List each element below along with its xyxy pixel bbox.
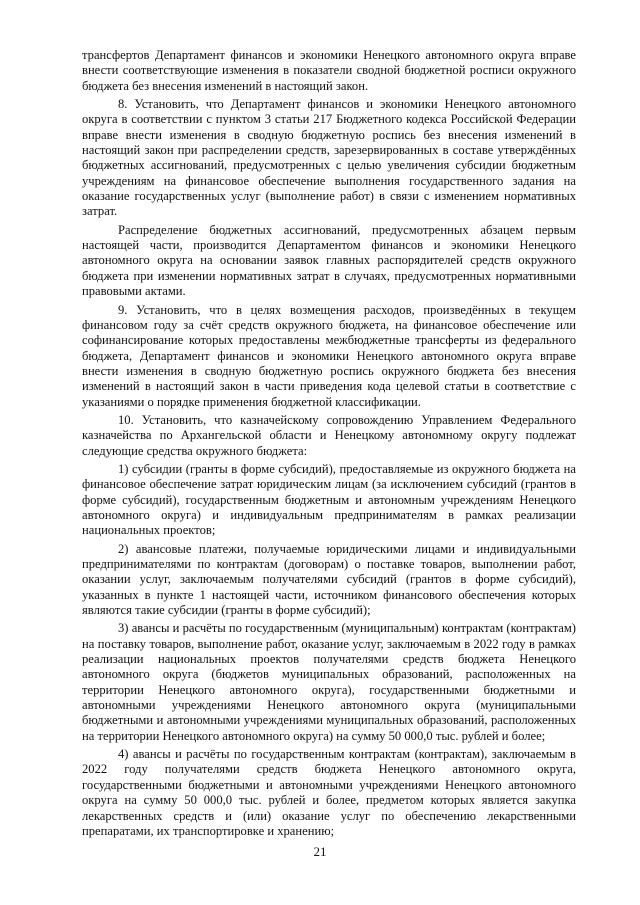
- page-number: 21: [313, 844, 327, 859]
- paragraph-item-8-distribution: Распределение бюджетных ассигнований, предусмотренных абзацем первым настоящей части, производится Департаментом финансов и экономики Ненецкого автономного округа на основании заявок главных распорядителей средств окружного бюджета при изменении нормативных затрат в случаях, предусмотренных нормативными правовыми актами.: [82, 222, 576, 299]
- paragraph-subitem-4: 4) авансы и расчёты по государственным контрактам (контрактам), заключаемым в 2022 году получателями средств бюджета Ненецкого автономного округа, государственными бюджетными и автономными учреждениями Ненецкого автономного округа на сумму 50 000,0 тыс. рублей и более, предметом которых является закупка лекарственных средств и (или) оказание услуг по обеспечению лекарственными препаратами, их транспортировке и хранению;: [82, 747, 576, 838]
- paragraph-item-9: 9. Установить, что в целях возмещения расходов, произведённых в текущем финансовом году за счёт средств окружного бюджета, на финансовое обеспечение или софинансирование которых предоставлены межбюджетные трансферты из федерального бюджета, Департамент финансов и экономики Ненецкого автономного округа вправе внести изменения в сводную бюджетную роспись окружного бюджета без внесения изменений в настоящий закон в части приведения кода целевой статьи в соответствие с указаниями о порядке применения бюджетной классификации.: [82, 302, 576, 409]
- paragraph-continuation: трансфертов Департамент финансов и экономики Ненецкого автономного округа вправе внести соответствующие изменения в показатели сводной бюджетной росписи окружного бюджета без внесения изменений в настоящий закон.: [82, 48, 576, 93]
- paragraph-subitem-1: 1) субсидии (гранты в форме субсидий), предоставляемые из окружного бюджета на финансовое обеспечение затрат юридическим лицам (за исключением субсидий (грантов в форме субсидий), государственным бюджетным и автономным учреждениям Ненецкого автономного округа) и индивидуальным предпринимателям в рамках реализации национальных проектов;: [82, 461, 576, 538]
- paragraph-subitem-3: 3) авансы и расчёты по государственным (муниципальным) контрактам (контрактам) на поставку товаров, выполнение работ, оказание услуг, заключаемым в 2022 году в рамках реализации национальных проектов получателями средств бюджета Ненецкого автономного округа (бюджетов муниципальных образований, расположенных на территории Ненецкого автономного округа), государственными бюджетными и автономными учреждениями Ненецкого автономного округа (муниципальными бюджетными и автономными учреждениями муниципальных образований, расположенных на территории Ненецкого автономного округа) на сумму 50 000,0 тыс. рублей и более;: [82, 621, 576, 743]
- paragraph-item-8: 8. Установить, что Департамент финансов и экономики Ненецкого автономного округа в соответствии с пунктом 3 статьи 217 Бюджетного кодекса Российской Федерации вправе внести изменения в сводную бюджетную роспись без внесения изменений в настоящий закон при распределении средств, зарезервированных в составе утверждённых бюджетных ассигнований, предусмотренных с целью увеличения субсидии бюджетным учреждениям на финансовое обеспечение выполнения государственного задания на оказание государственных услуг (выполнение работ) в связи с изменением нормативных затрат.: [82, 97, 576, 219]
- paragraph-item-10: 10. Установить, что казначейскому сопровождению Управлением Федерального казначейства по Архангельской области и Ненецкому автономному округу подлежат следующие средства окружного бюджета:: [82, 412, 576, 458]
- paragraph-subitem-2: 2) авансовые платежи, получаемые юридическими лицами и индивидуальными предпринимателями по контрактам (договорам) о поставке товаров, выполнении работ, оказании услуг, заключаемым получателями субсидий (грантов в форме субсидий), указанных в пункте 1 настоящей части, источником финансового обеспечения которых являются такие субсидии (гранты в форме субсидий);: [82, 541, 576, 618]
